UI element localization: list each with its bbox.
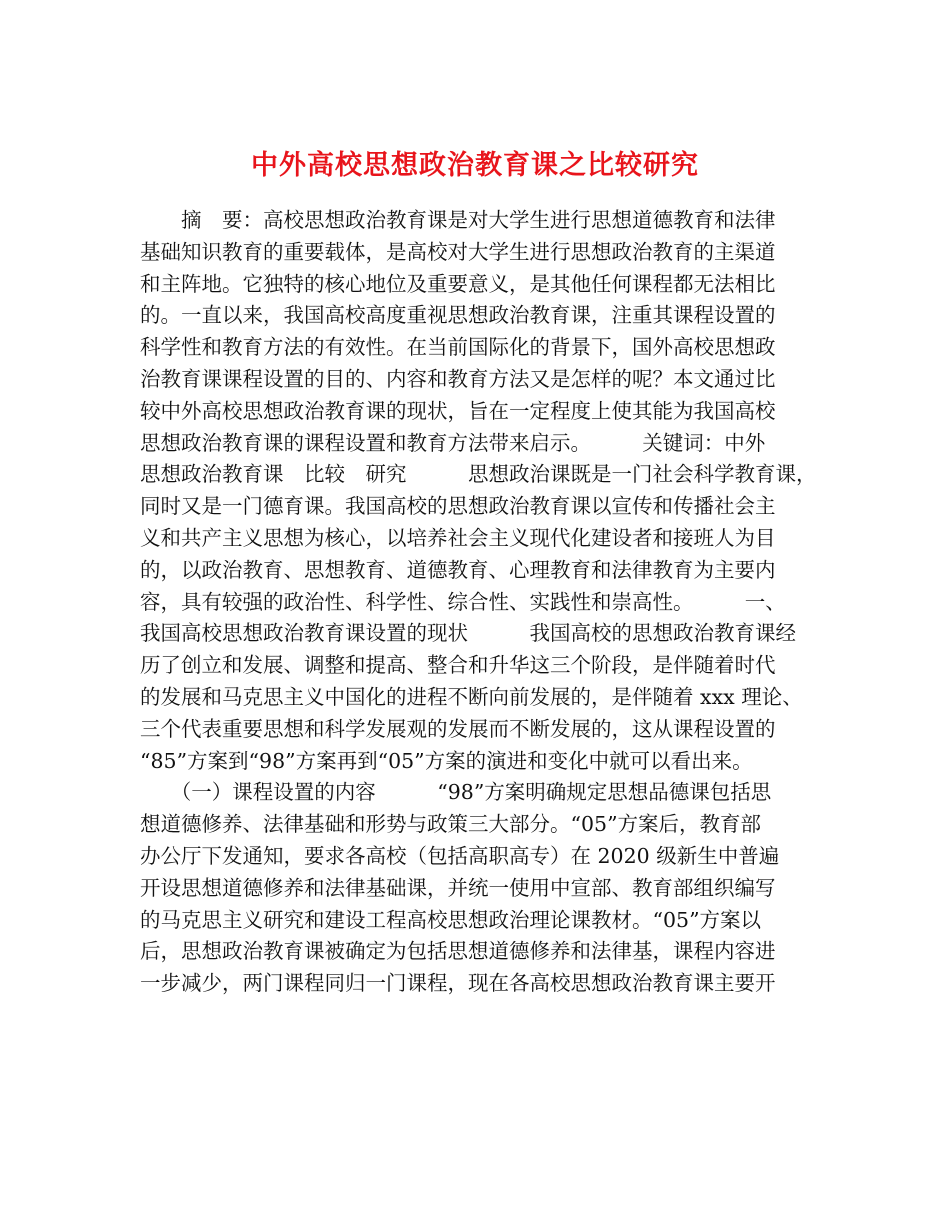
text-line: 的。一直以来，我国高校高度重视思想政治教育课，注重其课程设置的 — [140, 303, 776, 328]
text-line: （一）课程设置的内容 “98”方案明确规定思想品德课包括思 — [140, 780, 772, 805]
text-line: 想道德修养、法律基础和形势与政策三大部分。“05”方案后，教育部 — [140, 812, 762, 837]
text-line: 的马克思主义研究和建设工程高校思想政治理论课教材。“05”方案以 — [140, 907, 762, 932]
text-line: 历了创立和发展、调整和提高、整合和升华这三个阶段，是伴随着时代 — [140, 653, 776, 678]
text-line: 科学性和教育方法的有效性。在当前国际化的背景下，国外高校思想政 — [140, 335, 776, 360]
text-line: 三个代表重要思想和科学发展观的发展而不断发展的，这从课程设置的 — [140, 716, 776, 741]
text-line: 思想政治教育课的课程设置和教育方法带来启示。 关键词：中外 — [140, 430, 766, 455]
text-line: 治教育课课程设置的目的、内容和教育方法又是怎样的呢？本文通过比 — [140, 366, 776, 391]
text-line: 办公厅下发通知，要求各高校（包括高职高专）在 2020 级新生中普遍 — [140, 843, 780, 868]
document-body — [140, 205, 830, 1000]
text-line: 的发展和马克思主义中国化的进程不断向前发展的，是伴随着 xxx 理论、 — [140, 684, 803, 709]
text-line: 基础知识教育的重要载体，是高校对大学生进行思想政治教育的主渠道 — [140, 239, 776, 264]
text-line: 容，具有较强的政治性、科学性、综合性、实践性和崇高性。 一、 — [140, 589, 786, 614]
text-line: 思想政治教育课 比较 研究 思想政治课既是一门社会科学教育课， — [140, 462, 817, 487]
document-title: 中外高校思想政治教育课之比较研究 — [251, 150, 699, 182]
text-line: “85”方案到“98”方案再到“05”方案的演进和变化中就可以看出来。 — [140, 748, 753, 773]
text-line: 的，以政治教育、思想教育、道德教育、心理教育和法律教育为主要内 — [140, 557, 776, 582]
text-line: 开设思想道德修养和法律基础课，并统一使用中宣部、教育部组织编写 — [140, 875, 776, 900]
text-line: 义和共产主义思想为核心，以培养社会主义现代化建设者和接班人为目 — [140, 525, 776, 550]
text-line: 后，思想政治教育课被确定为包括思想道德修养和法律基，课程内容进 — [140, 939, 776, 964]
text-line: 一步减少，两门课程同归一门课程，现在各高校思想政治教育课主要开 — [140, 971, 776, 996]
text-line: 和主阵地。它独特的核心地位及重要意义，是其他任何课程都无法相比 — [140, 271, 776, 296]
text-line: 我国高校思想政治教育课设置的现状 我国高校的思想政治教育课经 — [140, 621, 796, 646]
text-line: 摘 要：高校思想政治教育课是对大学生进行思想道德教育和法律 — [140, 208, 776, 232]
text-line: 较中外高校思想政治教育课的现状，旨在一定程度上使其能为我国高校 — [140, 398, 776, 423]
text-line: 同时又是一门德育课。我国高校的思想政治教育课以宣传和传播社会主 — [140, 494, 776, 519]
